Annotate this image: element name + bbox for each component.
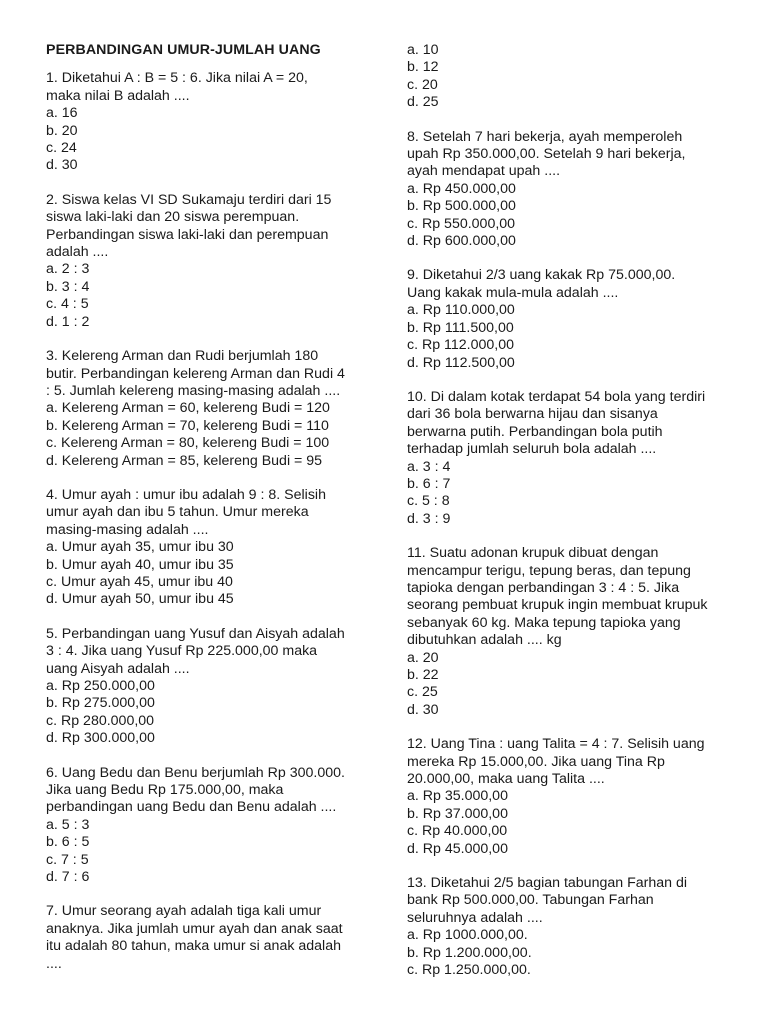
answer-option: c. Rp 40.000,00 <box>407 823 508 840</box>
question-text: 8. Setelah 7 hari bekerja, ayah memperoleh upah Rp 350.000,00. Setelah 9 hari bekerja, ayah mendapat upah .... <box>407 128 686 180</box>
left-column <box>46 42 371 990</box>
question-text: 1. Diketahui A : B = 5 : 6. Jika nilai A = 20, maka nilai B adalah .... <box>46 70 308 104</box>
answer-option: d. Rp 300.000,00 <box>46 730 155 747</box>
question-item <box>46 192 371 331</box>
question-item <box>407 267 737 371</box>
answer-option: b. Umur ayah 40, umur ibu 35 <box>46 556 234 573</box>
answer-option: a. Rp 1000.000,00. <box>407 927 528 944</box>
answer-option: d. 25 <box>407 94 439 111</box>
question-text: 13. Diketahui 2/5 bagian tabungan Farhan di bank Rp 500.000,00. Tabungan Farhan seluruhnya adalah .... <box>407 875 688 926</box>
question-item <box>46 626 371 748</box>
answer-option: d. Umur ayah 50, umur ibu 45 <box>46 591 234 608</box>
question-item <box>407 389 737 528</box>
question-item <box>46 903 371 973</box>
answer-option: c. Rp 280.000,00 <box>46 712 155 729</box>
answer-option: a. Kelereng Arman = 60, kelereng Budi = 120 <box>46 400 330 417</box>
answer-option: d. 3 : 9 <box>407 510 451 527</box>
answer-option: c. Rp 1.250.000,00. <box>407 962 531 979</box>
answer-option: b. 20 <box>46 122 78 139</box>
answer-option: d. Rp 600.000,00 <box>407 233 516 250</box>
question-text: 12. Uang Tina : uang Talita = 4 : 7. Selisih uang mereka Rp 15.000,00. Jika uang Tina Rp 20.000,00, maka uang Talita .... <box>407 736 705 788</box>
question-item <box>46 348 371 470</box>
question-item <box>46 70 371 174</box>
answer-option: a. Rp 35.000,00 <box>407 788 508 805</box>
answer-option: c. 7 : 5 <box>46 851 89 868</box>
question-text: 10. Di dalam kotak terdapat 54 bola yang terdiri dari 36 bola berwarna hijau dan sisanya berwarna putih. Perbandingan bola putih terhadap jumlah seluruh bola adalah .... <box>407 388 706 458</box>
question-text: 2. Siswa kelas VI SD Sukamaju terdiri dari 15 siswa laki-laki dan 20 siswa perempuan. Perbandingan siswa laki-laki dan perempuan adalah .... <box>46 191 332 261</box>
answer-option: a. 10 <box>407 42 439 58</box>
answer-option: c. Rp 112.000,00 <box>407 337 515 354</box>
answer-option: c. 20 <box>407 76 438 93</box>
answer-option: b. 6 : 5 <box>46 834 90 851</box>
document-title: PERBANDINGAN UMUR-JUMLAH UANG <box>46 42 321 58</box>
answer-option: a. Rp 110.000,00 <box>407 302 515 319</box>
answer-option: a. 3 : 4 <box>407 458 451 475</box>
answer-option: a. Rp 250.000,00 <box>46 678 155 694</box>
answer-option: a. 20 <box>407 649 439 666</box>
answer-option: d. Rp 112.500,00 <box>407 354 515 371</box>
answer-option: d. 30 <box>407 701 439 718</box>
answer-option: c. 4 : 5 <box>46 296 89 313</box>
answer-option: b. 6 : 7 <box>407 475 451 492</box>
answer-option: b. 3 : 4 <box>46 278 90 295</box>
answer-option: a. 5 : 3 <box>46 816 90 833</box>
question-7-options-continued <box>407 42 737 112</box>
answer-option: c. Kelereng Arman = 80, kelereng Budi = 100 <box>46 435 330 452</box>
answer-option: c. 25 <box>407 684 438 701</box>
answer-option: b. Rp 275.000,00 <box>46 695 155 712</box>
answer-option: a. 16 <box>46 105 78 122</box>
answer-option: c. Rp 550.000,00 <box>407 215 516 232</box>
answer-option: a. Rp 450.000,00 <box>407 180 516 197</box>
question-item <box>46 487 371 609</box>
question-text: 9. Diketahui 2/3 uang kakak Rp 75.000,00. Uang kakak mula-mula adalah .... <box>407 267 676 301</box>
question-text: 4. Umur ayah : umur ibu adalah 9 : 8. Selisih umur ayah dan ibu 5 tahun. Umur mereka masing-masing adalah .... <box>46 486 326 538</box>
left-question-list <box>46 70 371 973</box>
question-text: 5. Perbandingan uang Yusuf dan Aisyah adalah 3 : 4. Jika uang Yusuf Rp 225.000,00 maka uang Aisyah adalah .... <box>46 625 345 677</box>
question-text: 6. Uang Bedu dan Benu berjumlah Rp 300.000. Jika uang Bedu Rp 175.000,00, maka perbandingan uang Bedu dan Benu adalah .... <box>46 764 345 816</box>
answer-option: c. 24 <box>46 140 77 157</box>
answer-option: b. Rp 111.500,00 <box>407 319 514 336</box>
answer-option: a. Umur ayah 35, umur ibu 30 <box>46 539 234 556</box>
question-item <box>407 736 737 858</box>
answer-option: a. 2 : 3 <box>46 261 90 278</box>
question-item <box>407 875 737 979</box>
answer-option: b. Rp 37.000,00 <box>407 805 508 822</box>
question-item <box>407 129 737 251</box>
answer-option: d. 30 <box>46 157 78 174</box>
question-item <box>46 765 371 887</box>
answer-option: d. 1 : 2 <box>46 313 90 330</box>
right-question-list <box>407 129 737 980</box>
answer-option: d. 7 : 6 <box>46 869 90 886</box>
question-text: 11. Suatu adonan krupuk dibuat dengan mencampur terigu, tepung beras, dan tepung tapioka dengan perbandingan 3 : 4 : 5. Jika seorang pembuat krupuk ingin membuat krupuk sebanyak 60 kg. Maka tepung tapioka yang dibutuhkan adalah .... kg <box>407 545 708 649</box>
answer-option: b. Kelereng Arman = 70, kelereng Budi = 110 <box>46 417 329 434</box>
right-column <box>407 42 737 997</box>
answer-option: b. Rp 1.200.000,00. <box>407 944 532 961</box>
answer-option: b. 12 <box>407 59 439 76</box>
question-item <box>407 545 737 719</box>
answer-option: c. 5 : 8 <box>407 493 450 510</box>
question-text: 3. Kelereng Arman dan Rudi berjumlah 180 butir. Perbandingan kelereng Arman dan Rudi 4 : 5. Jumlah kelereng masing-masing adalah .... <box>46 348 345 399</box>
answer-option: d. Kelereng Arman = 85, kelereng Budi = 95 <box>46 452 323 469</box>
answer-option: b. 22 <box>407 667 439 683</box>
answer-option: c. Umur ayah 45, umur ibu 40 <box>46 573 233 590</box>
answer-option: d. Rp 45.000,00 <box>407 840 508 857</box>
question-text: 7. Umur seorang ayah adalah tiga kali umur anaknya. Jika jumlah umur ayah dan anak saat itu adalah 80 tahun, maka umur si anak adalah .... <box>46 903 343 972</box>
answer-option: b. Rp 500.000,00 <box>407 198 516 215</box>
